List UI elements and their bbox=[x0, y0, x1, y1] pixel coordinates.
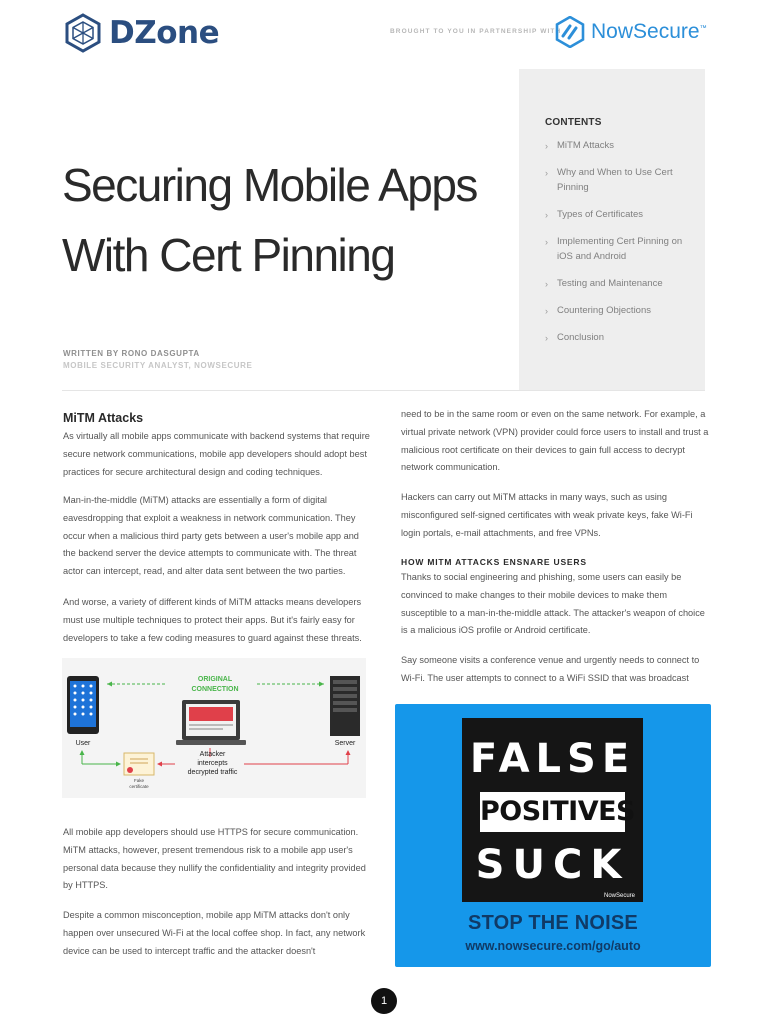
chevron-right-icon: › bbox=[545, 279, 548, 289]
page-title bbox=[62, 150, 502, 290]
dzone-logo-icon bbox=[63, 13, 103, 53]
nowsecure-logo[interactable] bbox=[554, 16, 707, 48]
left-paragraph-2: Man-in-the-middle (MiTM) attacks are essentially a form of digital eavesdropping that exploit a weakness in network communication. They occur when a malicious third party gets between a user's mobile app and the backend server the device attempts to communicate with. The threat actor can intercept, read, and alter data sent between the two parties. bbox=[63, 495, 359, 577]
original-connection-label: ORIGINAL CONNECTION bbox=[191, 676, 239, 693]
chevron-right-icon: › bbox=[545, 168, 548, 178]
right-paragraph-3: Thanks to social engineering and phishing, some users can easily be convinced to make changes to their mobile devices to make them susceptible to a man-in-the-middle attack. The attacker's weapon of choice is a malicious iOS profile or Android certificate. bbox=[401, 572, 705, 636]
right-paragraph-1: need to be in the same room or even on the same network. For example, a virtual private network (VPN) provider could force users to install and trust a malicious root certificate on their devices to gain full access to decrypt network communication. bbox=[401, 409, 709, 473]
partner-text: BROUGHT TO YOU IN PARTNERSHIP WITH bbox=[390, 28, 562, 35]
ad-nowsecure-badge: NowSecure bbox=[603, 893, 635, 899]
phone-icon bbox=[67, 676, 99, 734]
ad-card bbox=[462, 718, 643, 902]
laptop-icon bbox=[176, 700, 246, 745]
toc-item-conclusion[interactable]: › Conclusion bbox=[545, 331, 695, 346]
author-role: MOBILE SECURITY ANALYST, NOWSECURE bbox=[63, 361, 253, 370]
page-number: 1 bbox=[371, 988, 397, 1014]
dzone-brand-text: DZone bbox=[109, 15, 220, 51]
attacker-label: Attacker intercepts decrypted traffic bbox=[187, 751, 238, 776]
title-line-1: Securing Mobile Apps bbox=[62, 159, 477, 211]
server-icon bbox=[330, 676, 360, 736]
chevron-right-icon: › bbox=[545, 210, 548, 220]
certificate-icon bbox=[124, 753, 154, 775]
toc-item-countering[interactable]: › Countering Objections bbox=[545, 304, 695, 319]
toc-item-mitm-attacks[interactable]: › MiTM Attacks bbox=[545, 139, 695, 154]
server-label: Server bbox=[334, 740, 356, 747]
subheading-how-mitm: HOW MITM ATTACKS ENSNARE USERS bbox=[401, 557, 587, 567]
chevron-right-icon: › bbox=[545, 306, 548, 316]
nowsecure-brand-text: NowSecure™ bbox=[591, 20, 707, 43]
right-paragraph-2: Hackers can carry out MiTM attacks in many ways, such as using misconfigured self-signed certificates with weak private keys, fake Wi-Fi login portals, e-mail attachments, and free VPNs. bbox=[401, 492, 693, 538]
nowsecure-logo-icon bbox=[554, 16, 586, 48]
left-paragraph-3: And worse, a variety of different kinds of MiTM attacks means developers must use multiple techniques to protect their apps. But it's fairly easy for developers to take a few coding measures to guard against these threats. bbox=[63, 597, 362, 643]
chevron-right-icon: › bbox=[545, 333, 548, 343]
divider bbox=[62, 390, 705, 391]
toc-item-types-of-certificates[interactable]: › Types of Certificates bbox=[545, 208, 695, 223]
ad-word-suck: SUCK bbox=[475, 842, 630, 888]
right-paragraph-4: Say someone visits a conference venue and urgently needs to connect to Wi-Fi. The user attempts to connect to a WiFi SSID that was broadcast bbox=[401, 655, 700, 683]
left-paragraph-1: As virtually all mobile apps communicate with backend systems that require secure network communications, mobile app developers should adopt best practices for secure architectural design and coding techniques. bbox=[63, 431, 370, 477]
nowsecure-ad[interactable] bbox=[395, 704, 711, 967]
contents-sidebar bbox=[519, 69, 705, 390]
ad-word-false: FALSE bbox=[469, 736, 636, 782]
toc-item-implementing[interactable]: › Implementing Cert Pinning on iOS and Android bbox=[545, 236, 683, 262]
author-byline: WRITTEN BY RONO DASGUPTA bbox=[63, 349, 200, 358]
toc-item-why-and-when[interactable]: › Why and When to Use Cert Pinning bbox=[545, 167, 673, 193]
mitm-diagram bbox=[62, 658, 366, 798]
toc-item-testing[interactable]: › Testing and Maintenance bbox=[545, 277, 695, 292]
ad-cta: STOP THE NOISE bbox=[468, 912, 638, 934]
title-line-2: With Cert Pinning bbox=[62, 229, 395, 281]
section-heading-mitm: MiTM Attacks bbox=[63, 411, 144, 425]
ad-url-link[interactable]: www.nowsecure.com/go/auto bbox=[465, 939, 641, 953]
chevron-right-icon: › bbox=[545, 141, 548, 151]
user-label: User bbox=[75, 740, 91, 747]
contents-title: CONTENTS bbox=[545, 117, 602, 128]
chevron-right-icon: › bbox=[545, 237, 548, 247]
left-paragraph-5: Despite a common misconception, mobile app MiTM attacks don't only happen over unsecured Wi-Fi at the local coffee shop. In fact, any network device can be used to intercept traffic and the attacker doesn't bbox=[63, 910, 366, 956]
dzone-logo[interactable] bbox=[63, 12, 219, 54]
left-paragraph-4: All mobile app developers should use HTTPS for secure communication. MiTM attacks, however, present tremendous risk to a mobile app user's personal data because they nullify the confidentiality and integrity provided by HTTPS. bbox=[63, 827, 366, 891]
fake-certificate-label: Fake certificate bbox=[129, 778, 149, 789]
ad-word-positives: POSITIVES bbox=[480, 792, 625, 832]
